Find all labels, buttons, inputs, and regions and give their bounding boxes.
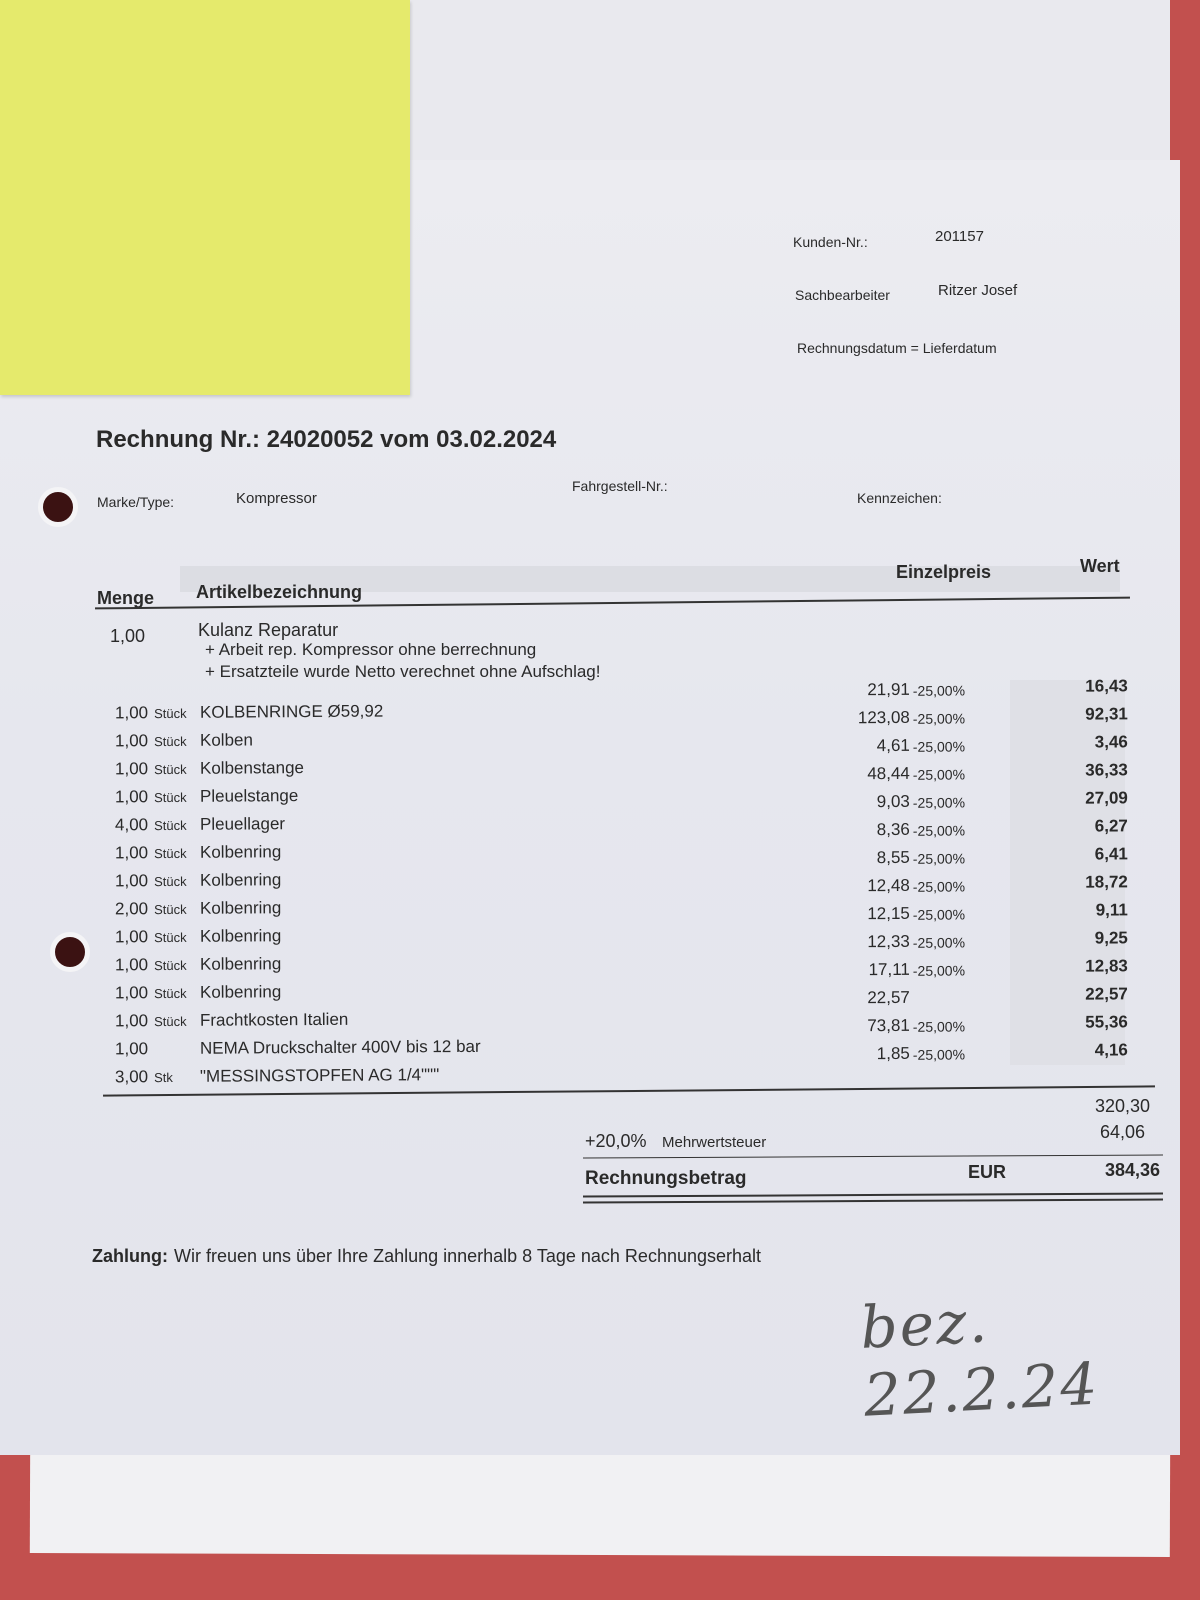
line-item-unit-price: 9,03 (876, 791, 910, 812)
vat-rate: +20,0% (585, 1131, 647, 1151)
column-header-qty: Menge (97, 588, 155, 608)
qty-unit: Stück (154, 761, 187, 778)
qty-unit: Stück (154, 705, 187, 722)
line-item-value: 3,46 (1094, 732, 1128, 752)
line-item-qty (115, 703, 187, 723)
line-item-value: 6,27 (1094, 816, 1128, 836)
clerk-value: Ritzer Josef (938, 282, 1018, 299)
paper-underneath (30, 1438, 1170, 1557)
line-item-description: KOLBENRINGE Ø59,92 (199, 701, 384, 722)
line-item-discount: -25,00% (912, 962, 966, 979)
line-item-value: 36,33 (1085, 760, 1128, 780)
handwritten-paid-note: bez. 22.2.24 (858, 1287, 1101, 1430)
line-item-description: Kolbenring (199, 870, 282, 890)
line-item-qty (115, 731, 187, 751)
line-item-discount: -25,00% (912, 934, 966, 951)
line-item-unit-price: 73,81 (867, 1015, 910, 1036)
qty-unit: Stück (154, 845, 187, 862)
qty-unit: Stück (154, 901, 187, 918)
line-item-qty (115, 815, 187, 835)
qty-number: 3,00 (114, 1067, 149, 1087)
line-item-value: 4,16 (1094, 1040, 1128, 1060)
line-item-description: Kolbenring (199, 982, 282, 1002)
brand-value: Kompressor (236, 490, 317, 507)
line-item-unit-price: 12,33 (867, 931, 910, 952)
line-item-description: Frachtkosten Italien (199, 1009, 349, 1030)
line-item-qty (115, 1067, 173, 1087)
first-item-qty: 1,00 (110, 626, 146, 646)
line-item-qty (115, 1039, 154, 1059)
qty-unit: Stück (154, 957, 187, 974)
punch-hole (38, 487, 78, 527)
qty-number: 2,00 (114, 899, 149, 919)
clerk-label: Sachbearbeiter (795, 287, 890, 303)
line-item-qty (115, 759, 187, 779)
qty-number: 1,00 (114, 1011, 149, 1031)
line-item-value: 9,11 (1095, 900, 1128, 920)
qty-unit: Stück (154, 985, 187, 1002)
qty-unit: Stück (154, 733, 187, 750)
vat-value: 64,06 (1099, 1122, 1145, 1142)
qty-number: 1,00 (114, 731, 149, 751)
line-item-value: 12,83 (1085, 956, 1128, 976)
subtotal-value: 320,30 (1094, 1096, 1150, 1116)
line-item-unit-price: 48,44 (867, 763, 910, 784)
line-item-qty (115, 983, 187, 1003)
line-item-discount: -25,00% (912, 794, 966, 811)
line-item-unit-price: 1,85 (876, 1043, 910, 1064)
qty-unit: Stück (154, 1013, 187, 1030)
line-item-description: Kolbenring (199, 842, 282, 862)
sticky-note (0, 0, 410, 395)
column-header-description: Artikelbezeichnung (196, 582, 363, 602)
invoice-title: Rechnung Nr.: 24020052 vom 03.02.2024 (96, 426, 557, 453)
line-item-value: 16,43 (1085, 676, 1128, 696)
qty-number: 1,00 (114, 871, 149, 891)
line-item-discount: -25,00% (912, 766, 966, 783)
line-item-qty (115, 927, 187, 947)
line-item-qty (115, 1011, 187, 1031)
column-header-value: Wert (1080, 556, 1120, 576)
payment-label: Zahlung: (92, 1246, 168, 1266)
line-item-unit-price: 22,57 (867, 987, 910, 1008)
line-item-unit-price: 12,15 (867, 903, 910, 924)
customer-number-label: Kunden-Nr.: (793, 234, 868, 250)
line-item-value: 92,31 (1085, 704, 1128, 724)
total-label: Rechnungsbetrag (585, 1168, 747, 1189)
line-item-discount: -25,00% (912, 1046, 966, 1063)
line-item-qty (115, 843, 187, 863)
customer-number-value: 201157 (935, 228, 984, 245)
first-item-description: Kulanz Reparatur (198, 620, 339, 640)
line-item-qty (115, 787, 187, 807)
chassis-label: Fahrgestell-Nr.: (572, 478, 668, 494)
qty-unit: Stück (154, 817, 187, 834)
line-item-description: NEMA Druckschalter 400V bis 12 bar (199, 1036, 481, 1058)
payment-text: Wir freuen uns über Ihre Zahlung innerhalb 8 Tage nach Rechnungserhalt (173, 1246, 762, 1266)
line-item-discount: -25,00% (912, 906, 966, 923)
qty-number: 1,00 (114, 759, 149, 779)
qty-number: 1,00 (114, 983, 149, 1003)
line-item-unit-price: 123,08 (857, 707, 910, 728)
line-item-discount: -25,00% (912, 682, 966, 699)
line-item-description: Kolben (199, 730, 253, 750)
line-item-unit-price: 17,11 (868, 959, 910, 980)
line-item-unit-price: 12,48 (867, 875, 910, 896)
qty-number: 4,00 (114, 815, 149, 835)
line-item-value: 27,09 (1085, 788, 1128, 808)
qty-number: 1,00 (114, 1039, 149, 1059)
line-item-description: "MESSINGSTOPFEN AG 1/4""" (199, 1065, 440, 1086)
qty-number: 1,00 (114, 927, 149, 947)
qty-unit: Stück (154, 789, 187, 806)
vat-label: Mehrwertsteuer (662, 1134, 767, 1151)
line-item-unit-price: 8,36 (876, 819, 910, 840)
qty-unit: Stück (154, 873, 187, 890)
invoice-date-note: Rechnungsdatum = Lieferdatum (797, 340, 997, 356)
column-header-unit-price: Einzelpreis (896, 562, 992, 582)
line-item-discount: -25,00% (912, 822, 966, 839)
brand-label: Marke/Type: (97, 494, 175, 510)
line-item-discount: -25,00% (912, 1018, 966, 1035)
line-item-value: 6,41 (1094, 844, 1128, 864)
qty-number: 1,00 (114, 787, 149, 807)
qty-number: 1,00 (114, 703, 149, 723)
line-item-unit-price: 21,91 (867, 679, 910, 700)
qty-number: 1,00 (114, 843, 149, 863)
line-item-discount: -25,00% (912, 738, 966, 755)
line-item-discount: -25,00% (912, 878, 966, 895)
line-item-unit-price: 8,55 (876, 847, 910, 868)
line-item-value: 55,36 (1085, 1012, 1128, 1032)
line-item-discount: -25,00% (912, 710, 966, 727)
line-item-unit-price: 4,61 (876, 735, 910, 756)
line-item-value: 22,57 (1085, 984, 1128, 1004)
line-item-description: Kolbenring (199, 926, 282, 946)
line-item-description: Pleuelstange (199, 786, 299, 806)
qty-unit: Stück (154, 929, 187, 946)
line-item-qty (115, 955, 187, 975)
line-item-value: 9,25 (1094, 928, 1128, 948)
qty-unit: Stk (154, 1069, 173, 1086)
qty-number: 1,00 (114, 955, 149, 975)
plate-label: Kennzeichen: (857, 490, 942, 506)
total-value: 384,36 (1104, 1160, 1160, 1180)
line-item-description: Pleuellager (199, 814, 286, 834)
currency: EUR (968, 1162, 1007, 1182)
payment-terms (92, 1246, 761, 1267)
line-item-description: Kolbenring (199, 954, 282, 974)
invoice-note: + Arbeit rep. Kompressor ohne berrechnung (205, 640, 537, 659)
line-item-qty (115, 899, 187, 919)
line-item-discount: -25,00% (912, 850, 966, 867)
line-item-value: 18,72 (1085, 872, 1128, 892)
invoice-note: + Ersatzteile wurde Netto verechnet ohne Aufschlag! (205, 662, 601, 681)
line-item-qty (115, 871, 187, 891)
line-item-description: Kolbenring (199, 898, 282, 918)
line-item-description: Kolbenstange (199, 758, 305, 778)
